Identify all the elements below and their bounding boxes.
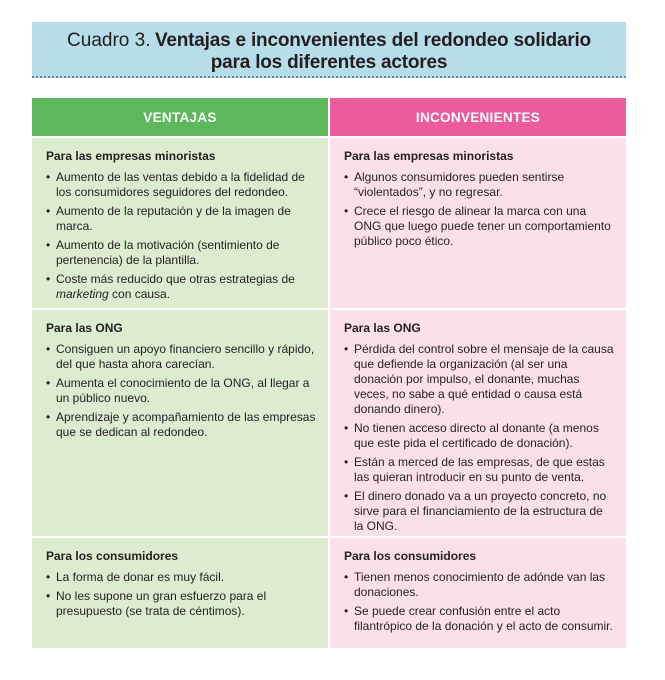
section-heading: Para los consumidores (344, 549, 477, 563)
bullet-list (46, 570, 316, 619)
header-inconvenientes: INCONVENIENTES (329, 98, 626, 136)
list-item-text: Coste más reducido que otras estrategias de (56, 272, 295, 286)
list-item (46, 272, 316, 302)
list-item: • Crece el riesgo de alinear la marca con una ONG que luego puede tener un comportamiento público poco ético. (344, 204, 614, 249)
list-item: • No les supone un gran esfuerzo para el presupuesto (se trata de céntimos). (46, 589, 316, 619)
title-line-2: para los diferentes actores (210, 52, 448, 73)
list-item: • El dinero donado va a un proyecto concreto, no sirve para el financiamiento de la estructura de la ONG. (344, 489, 614, 534)
header-ventajas: VENTAJAS (32, 98, 329, 136)
list-item: • Tienen menos conocimiento de adónde van las donaciones. (344, 570, 614, 600)
cell-inconvenientes-empresas (329, 138, 626, 308)
bullet-list (344, 342, 614, 534)
table-title (32, 22, 626, 78)
italic-term: marketing (56, 287, 109, 301)
bullet-list (344, 570, 614, 634)
list-item: • Pérdida del control sobre el mensaje de la causa que defiende la organización (al ser una donación por impulso, el donante, muchas veces, no sabe a qué entidad o causa está donando dinero). (344, 342, 614, 417)
bullet-list (46, 342, 316, 440)
list-item: • No tienen acceso directo al donante (a menos que este pida el certificado de donación). (344, 421, 614, 451)
list-item: • Aumenta el conocimiento de la ONG, al llegar a un público nuevo. (46, 376, 316, 406)
bullet-list (46, 170, 316, 302)
cell-ventajas-empresas (32, 138, 329, 308)
cell-inconvenientes-ong (329, 310, 626, 536)
section-heading: Para las ONG (344, 321, 421, 335)
title-line-1: Ventajas e inconvenientes del redondeo solidario (154, 30, 591, 51)
list-item: • Están a merced de las empresas, de que estas las quieran introducir en su punto de venta. (344, 455, 614, 485)
title-prefix: Cuadro 3. (67, 30, 151, 51)
list-item: • Algunos consumidores pueden sentirse “violentados”, y no regresar. (344, 170, 614, 200)
cell-ventajas-consumidores (32, 538, 329, 648)
row-ong (32, 308, 626, 536)
bullet-list (344, 170, 614, 249)
comparison-table (32, 98, 626, 648)
cell-ventajas-ong (32, 310, 329, 536)
list-item: • Aumento de la reputación y de la imagen de marca. (46, 204, 316, 234)
row-consumidores (32, 536, 626, 648)
list-item: • Aumento de la motivación (sentimiento de pertenencia) de la plantilla. (46, 238, 316, 268)
section-heading: Para las empresas minoristas (46, 149, 216, 163)
row-empresas-minoristas (32, 136, 626, 308)
list-item: • La forma de donar es muy fácil. (46, 570, 316, 585)
header-row (32, 98, 626, 136)
list-item-text: con causa. (108, 287, 171, 301)
section-heading: Para las ONG (46, 321, 123, 335)
list-item: • Aprendizaje y acompañamiento de las empresas que se dedican al redondeo. (46, 410, 316, 440)
list-item: • Aumento de las ventas debido a la fidelidad de los consumidores seguidores del redondeo. (46, 170, 316, 200)
section-heading: Para las empresas minoristas (344, 149, 514, 163)
cell-inconvenientes-consumidores (329, 538, 626, 648)
list-item: • Se puede crear confusión entre el acto filantrópico de la donación y el acto de consumir. (344, 604, 614, 634)
section-heading: Para los consumidores (46, 549, 179, 563)
list-item: • Consiguen un apoyo financiero sencillo y rápido, del que hasta ahora carecían. (46, 342, 316, 372)
